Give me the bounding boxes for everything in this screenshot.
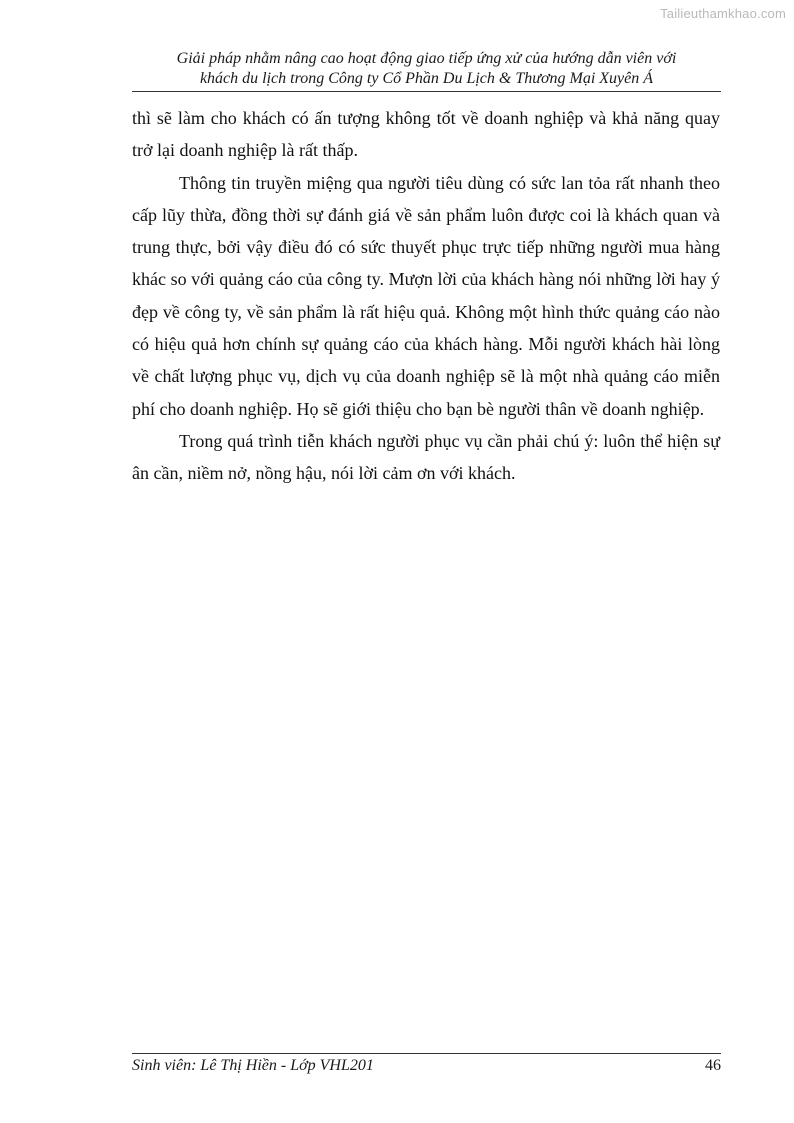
header-line-1: Giải pháp nhằm nâng cao hoạt động giao tiếp ứng xử của hướng dẫn viên với (176, 50, 677, 67)
page-number: 46 (705, 1057, 721, 1074)
footer-author: Sinh viên: Lê Thị Hiền - Lớp VHL201 (132, 1057, 374, 1074)
document-body (132, 102, 720, 490)
paragraph-continuation: thì sẽ làm cho khách có ấn tượng không tốt về doanh nghiệp và khả năng quay trở lại doanh nghiệp là rất thấp. (132, 108, 720, 161)
paragraph-word-of-mouth: Thông tin truyền miệng qua người tiêu dùng có sức lan tỏa rất nhanh theo cấp lũy thừa, đồng thời sự đánh giá về sản phẩm luôn được coi là khách quan và trung thực, bởi vậy điều đó có sức thuyết phục trực tiếp những người mua hàng khác so với quảng cáo của công ty. Mượn lời của khách hàng nói những lời hay ý đẹp về công ty, về sản phẩm là rất hiệu quả. Không một hình thức quảng cáo nào có hiệu quả hơn chính sự quảng cáo của khách hàng. Mỗi người khách hài lòng về chất lượng phục vụ, dịch vụ của doanh nghiệp sẽ là một nhà quảng cáo miễn phí cho doanh nghiệp. Họ sẽ giới thiệu cho bạn bè người thân về doanh nghiệp. (132, 172, 720, 419)
running-header (132, 49, 721, 89)
paragraph-farewell: Trong quá trình tiễn khách người phục vụ cần phải chú ý: luôn thể hiện sự ân cần, niềm nở, nồng hậu, nói lời cảm ơn với khách. (132, 430, 720, 484)
header-divider (132, 91, 721, 92)
watermark-text: Tailieuthamkhao.com (660, 6, 786, 21)
footer-divider (132, 1053, 721, 1054)
header-line-2: khách du lịch trong Công ty Cổ Phần Du Lịch & Thương Mại Xuyên Á (199, 70, 654, 87)
